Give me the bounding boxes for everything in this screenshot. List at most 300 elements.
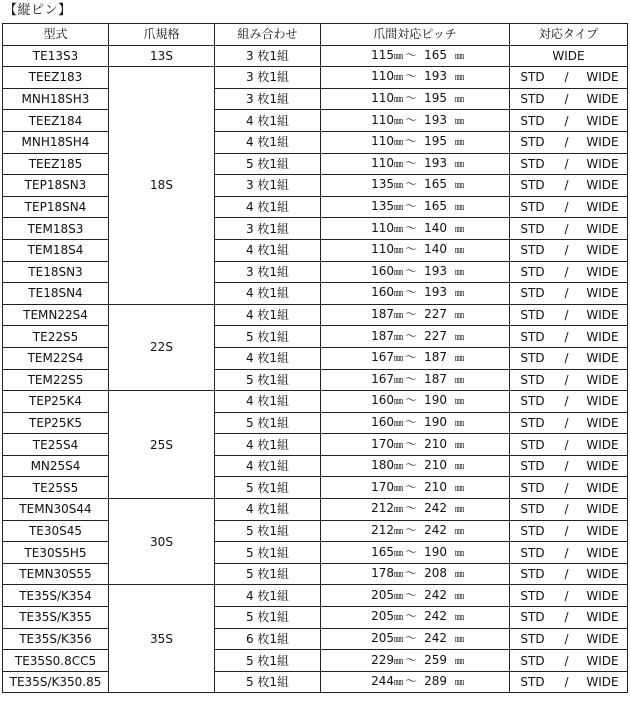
table-row: [3, 628, 628, 650]
pitch-max-unit: ㎜: [455, 354, 465, 365]
type-cell: [510, 477, 628, 499]
pitch-min-unit: ㎜: [393, 224, 403, 235]
table-row: [3, 88, 628, 110]
model-cell: TEP25K4: [3, 391, 109, 413]
table-row: [3, 131, 628, 153]
type-separator: /: [564, 243, 569, 258]
model-cell: MNH18SH3: [3, 88, 109, 110]
type-cell: [510, 175, 628, 197]
pitch-tilde: ～: [404, 479, 417, 494]
pitch-max: 193: [424, 69, 447, 84]
pitch-max-unit: ㎜: [455, 224, 465, 235]
type-wide: WIDE: [586, 437, 619, 452]
table-row: [3, 283, 628, 305]
type-std: STD: [520, 437, 545, 452]
pitch-max-unit: ㎜: [455, 483, 465, 494]
pitch-min-unit: ㎜: [393, 73, 403, 84]
pitch-min: 110: [371, 155, 394, 170]
model-cell: TEP25K5: [3, 412, 109, 434]
pitch-min: 212: [371, 522, 394, 537]
pitch-min-unit: ㎜: [393, 332, 403, 343]
pitch-max-unit: ㎜: [455, 570, 465, 581]
type-wide: WIDE: [586, 610, 619, 625]
pitch-max: 193: [424, 285, 447, 300]
type-std: STD: [520, 351, 545, 366]
combo-cell: 4 枚1組: [215, 499, 321, 521]
type-std: STD: [520, 610, 545, 625]
pitch-cell: [321, 391, 510, 413]
type-wide: WIDE: [586, 588, 619, 603]
pitch-max-unit: ㎜: [455, 591, 465, 602]
type-cell: [510, 520, 628, 542]
pitch-min-unit: ㎜: [393, 526, 403, 537]
pitch-tilde: ～: [404, 371, 417, 386]
type-separator: /: [564, 394, 569, 409]
pitch-tilde: ～: [404, 328, 417, 343]
type-cell: [510, 434, 628, 456]
table-row: [3, 455, 628, 477]
pitch-min-unit: ㎜: [393, 462, 403, 473]
type-separator: /: [564, 523, 569, 538]
combo-cell: 4 枚1組: [215, 283, 321, 305]
header-size: 爪規格: [109, 24, 215, 46]
pitch-min-unit: ㎜: [393, 505, 403, 516]
table-row: [3, 369, 628, 391]
type-separator: /: [564, 156, 569, 171]
pitch-max-unit: ㎜: [455, 418, 465, 429]
type-separator: /: [564, 329, 569, 344]
type-std: STD: [520, 113, 545, 128]
pitch-tilde: ～: [404, 155, 417, 170]
type-cell: [510, 283, 628, 305]
table-row: [3, 607, 628, 629]
pitch-cell: [321, 369, 510, 391]
table-row: [3, 434, 628, 456]
pitch-min: 110: [371, 69, 394, 84]
table-row: [3, 650, 628, 672]
model-cell: TE25S5: [3, 477, 109, 499]
type-separator: /: [564, 221, 569, 236]
model-cell: TEEZ185: [3, 153, 109, 175]
pitch-max: 190: [424, 544, 447, 559]
model-cell: MNH18SH4: [3, 131, 109, 153]
pitch-max: 140: [424, 220, 447, 235]
pitch-max-unit: ㎜: [455, 613, 465, 624]
pitch-min: 110: [371, 91, 394, 106]
model-cell: TEMN30S55: [3, 563, 109, 585]
type-separator: /: [564, 415, 569, 430]
pitch-cell: [321, 45, 510, 67]
table-row: [3, 196, 628, 218]
pitch-min: 110: [371, 134, 394, 149]
pitch-min: 135: [371, 199, 394, 214]
model-cell: TEP18SN4: [3, 196, 109, 218]
model-cell: MN25S4: [3, 455, 109, 477]
type-wide: WIDE: [586, 221, 619, 236]
combo-cell: 3 枚1組: [215, 175, 321, 197]
type-std: STD: [520, 631, 545, 646]
type-cell: [510, 563, 628, 585]
pitch-max-unit: ㎜: [455, 246, 465, 257]
combo-cell: 3 枚1組: [215, 261, 321, 283]
type-std: STD: [520, 264, 545, 279]
pitch-cell: [321, 347, 510, 369]
header-model: 型式: [3, 24, 109, 46]
pitch-tilde: ～: [404, 652, 417, 667]
pitch-max: 165: [424, 177, 447, 192]
table-row: [3, 520, 628, 542]
model-cell: TE22S5: [3, 326, 109, 348]
type-std: STD: [520, 523, 545, 538]
combo-cell: 3 枚1組: [215, 67, 321, 89]
spec-table: [2, 23, 628, 693]
type-wide: WIDE: [586, 329, 619, 344]
pitch-min: 160: [371, 263, 394, 278]
pitch-max-unit: ㎜: [455, 267, 465, 278]
pitch-max: 187: [424, 371, 447, 386]
table-row: [3, 45, 628, 67]
combo-cell: 4 枚1組: [215, 196, 321, 218]
pitch-tilde: ～: [404, 609, 417, 624]
pitch-tilde: ～: [404, 630, 417, 645]
type-cell: [510, 131, 628, 153]
pitch-cell: [321, 434, 510, 456]
pitch-min-unit: ㎜: [393, 246, 403, 257]
type-cell: [510, 412, 628, 434]
pitch-min-unit: ㎜: [393, 267, 403, 278]
pitch-max: 140: [424, 242, 447, 257]
model-cell: TE30S5H5: [3, 542, 109, 564]
type-separator: /: [564, 502, 569, 517]
type-cell: [510, 218, 628, 240]
type-wide: WIDE: [586, 92, 619, 107]
model-cell: TE35S/K350.85: [3, 671, 109, 693]
pitch-max-unit: ㎜: [455, 138, 465, 149]
pitch-cell: [321, 585, 510, 607]
pitch-min-unit: ㎜: [393, 548, 403, 559]
type-std: STD: [520, 567, 545, 582]
type-separator: /: [564, 113, 569, 128]
pitch-max: 208: [424, 566, 447, 581]
table-row: [3, 175, 628, 197]
pitch-cell: [321, 261, 510, 283]
type-std: STD: [520, 415, 545, 430]
type-std: STD: [520, 480, 545, 495]
model-cell: TEP18SN3: [3, 175, 109, 197]
pitch-cell: [321, 499, 510, 521]
pitch-min-unit: ㎜: [393, 591, 403, 602]
pitch-cell: [321, 650, 510, 672]
combo-cell: 5 枚1組: [215, 563, 321, 585]
pitch-tilde: ～: [404, 414, 417, 429]
combo-cell: 4 枚1組: [215, 391, 321, 413]
type-std: STD: [520, 92, 545, 107]
type-wide: WIDE: [586, 502, 619, 517]
pitch-min: 110: [371, 112, 394, 127]
pitch-min-unit: ㎜: [393, 181, 403, 192]
type-separator: /: [564, 545, 569, 560]
pitch-max-unit: ㎜: [455, 159, 465, 170]
type-std: STD: [520, 588, 545, 603]
table-row: [3, 326, 628, 348]
table-row: [3, 499, 628, 521]
type-separator: /: [564, 588, 569, 603]
model-cell: TE18SN3: [3, 261, 109, 283]
pitch-min: 187: [371, 307, 394, 322]
model-cell: TE35S0.8CC5: [3, 650, 109, 672]
type-std: STD: [520, 372, 545, 387]
pitch-min: 229: [371, 652, 394, 667]
header-row: [3, 24, 628, 46]
type-cell: [510, 110, 628, 132]
pitch-max-unit: ㎜: [455, 397, 465, 408]
pitch-tilde: ～: [404, 522, 417, 537]
type-cell: [510, 499, 628, 521]
pitch-tilde: ～: [404, 199, 417, 214]
type-std: STD: [520, 243, 545, 258]
pitch-max: 242: [424, 630, 447, 645]
type-wide: WIDE: [586, 351, 619, 366]
pitch-tilde: ～: [404, 47, 417, 62]
type-cell: [510, 607, 628, 629]
type-cell: [510, 67, 628, 89]
pitch-min: 167: [371, 371, 394, 386]
pitch-min-unit: ㎜: [393, 138, 403, 149]
combo-cell: 4 枚1組: [215, 585, 321, 607]
pitch-cell: [321, 67, 510, 89]
pitch-cell: [321, 196, 510, 218]
table-row: [3, 67, 628, 89]
type-wide: WIDE: [586, 286, 619, 301]
pitch-cell: [321, 412, 510, 434]
combo-cell: 5 枚1組: [215, 520, 321, 542]
pitch-min-unit: ㎜: [393, 354, 403, 365]
pitch-tilde: ～: [404, 458, 417, 473]
type-std: STD: [520, 459, 545, 474]
type-wide: WIDE: [586, 567, 619, 582]
model-cell: TE18SN4: [3, 283, 109, 305]
type-wide: WIDE: [586, 523, 619, 538]
type-std: STD: [520, 653, 545, 668]
pitch-min-unit: ㎜: [393, 483, 403, 494]
combo-cell: 5 枚1組: [215, 326, 321, 348]
type-wide: WIDE: [586, 675, 619, 690]
type-std: STD: [520, 178, 545, 193]
pitch-tilde: ～: [404, 674, 417, 689]
table-row: [3, 239, 628, 261]
combo-cell: 6 枚1組: [215, 628, 321, 650]
type-std: STD: [520, 394, 545, 409]
type-wide: WIDE: [586, 372, 619, 387]
pitch-min-unit: ㎜: [393, 95, 403, 106]
pitch-max-unit: ㎜: [455, 656, 465, 667]
pitch-cell: [321, 218, 510, 240]
combo-cell: 5 枚1組: [215, 369, 321, 391]
pitch-cell: [321, 110, 510, 132]
pitch-min-unit: ㎜: [393, 397, 403, 408]
combo-cell: 4 枚1組: [215, 347, 321, 369]
table-row: [3, 261, 628, 283]
pitch-max: 187: [424, 350, 447, 365]
type-wide: WIDE: [586, 70, 619, 85]
pitch-min: 165: [371, 544, 394, 559]
pitch-tilde: ～: [404, 501, 417, 516]
type-wide: WIDE: [586, 459, 619, 474]
pitch-min: 115: [371, 47, 394, 62]
pitch-max: 210: [424, 458, 447, 473]
size-cell: 25S: [109, 391, 215, 499]
pitch-min-unit: ㎜: [393, 634, 403, 645]
table-row: [3, 542, 628, 564]
model-cell: TEMN30S44: [3, 499, 109, 521]
model-cell: TE30S45: [3, 520, 109, 542]
model-cell: TE35S/K356: [3, 628, 109, 650]
type-std: STD: [520, 286, 545, 301]
type-wide: WIDE: [586, 243, 619, 258]
header-pitch: 爪間対応ピッチ: [321, 24, 510, 46]
type-separator: /: [564, 351, 569, 366]
pitch-min: 170: [371, 479, 394, 494]
pitch-tilde: ～: [404, 544, 417, 559]
type-separator: /: [564, 372, 569, 387]
pitch-max-unit: ㎜: [455, 375, 465, 386]
pitch-tilde: ～: [404, 307, 417, 322]
type-cell: [510, 369, 628, 391]
type-std: STD: [520, 308, 545, 323]
pitch-min-unit: ㎜: [393, 678, 403, 689]
pitch-max-unit: ㎜: [455, 440, 465, 451]
pitch-max: 195: [424, 134, 447, 149]
type-separator: /: [564, 610, 569, 625]
pitch-max: 193: [424, 112, 447, 127]
table-row: [3, 391, 628, 413]
type-wide: WIDE: [586, 415, 619, 430]
pitch-max: 193: [424, 155, 447, 170]
pitch-max: 165: [424, 199, 447, 214]
model-cell: TEM22S4: [3, 347, 109, 369]
combo-cell: 3 枚1組: [215, 45, 321, 67]
pitch-max-unit: ㎜: [455, 289, 465, 300]
pitch-min-unit: ㎜: [393, 159, 403, 170]
type-separator: /: [564, 200, 569, 215]
pitch-tilde: ～: [404, 177, 417, 192]
combo-cell: 5 枚1組: [215, 650, 321, 672]
pitch-max: 195: [424, 91, 447, 106]
pitch-min: 178: [371, 566, 394, 581]
pitch-cell: [321, 628, 510, 650]
type-std: STD: [520, 502, 545, 517]
pitch-min: 135: [371, 177, 394, 192]
type-cell: [510, 45, 628, 67]
table-row: [3, 347, 628, 369]
pitch-min: 110: [371, 220, 394, 235]
pitch-min-unit: ㎜: [393, 311, 403, 322]
type-separator: /: [564, 631, 569, 646]
type-std: STD: [520, 221, 545, 236]
type-cell: [510, 455, 628, 477]
pitch-max-unit: ㎜: [455, 505, 465, 516]
pitch-tilde: ～: [404, 242, 417, 257]
pitch-max: 242: [424, 587, 447, 602]
pitch-max: 227: [424, 328, 447, 343]
pitch-max-unit: ㎜: [455, 51, 465, 62]
pitch-max-unit: ㎜: [455, 526, 465, 537]
model-cell: TE25S4: [3, 434, 109, 456]
pitch-tilde: ～: [404, 134, 417, 149]
pitch-min: 205: [371, 630, 394, 645]
size-cell: 13S: [109, 45, 215, 67]
type-separator: /: [564, 70, 569, 85]
pitch-min: 160: [371, 285, 394, 300]
pitch-cell: [321, 671, 510, 693]
type-separator: /: [564, 264, 569, 279]
pitch-min: 187: [371, 328, 394, 343]
pitch-max-unit: ㎜: [455, 95, 465, 106]
pitch-min: 244: [371, 674, 394, 689]
pitch-min-unit: ㎜: [393, 570, 403, 581]
type-cell: [510, 585, 628, 607]
pitch-max-unit: ㎜: [455, 462, 465, 473]
type-separator: /: [564, 675, 569, 690]
pitch-tilde: ～: [404, 285, 417, 300]
combo-cell: 5 枚1組: [215, 153, 321, 175]
table-caption: 【縦ピン】: [4, 3, 72, 18]
pitch-min: 212: [371, 501, 394, 516]
pitch-max: 259: [424, 652, 447, 667]
type-cell: [510, 671, 628, 693]
model-cell: TEM18S4: [3, 239, 109, 261]
type-separator: /: [564, 653, 569, 668]
pitch-cell: [321, 131, 510, 153]
type-wide: WIDE: [586, 631, 619, 646]
pitch-max: 190: [424, 393, 447, 408]
pitch-tilde: ～: [404, 263, 417, 278]
pitch-tilde: ～: [404, 350, 417, 365]
pitch-tilde: ～: [404, 393, 417, 408]
pitch-cell: [321, 563, 510, 585]
pitch-min: 110: [371, 242, 394, 257]
pitch-min: 167: [371, 350, 394, 365]
type-cell: [510, 347, 628, 369]
model-cell: TE35S/K355: [3, 607, 109, 629]
pitch-cell: [321, 175, 510, 197]
pitch-min-unit: ㎜: [393, 375, 403, 386]
pitch-tilde: ～: [404, 112, 417, 127]
type-wide: WIDE: [552, 48, 585, 63]
combo-cell: 4 枚1組: [215, 455, 321, 477]
type-separator: /: [564, 567, 569, 582]
pitch-max-unit: ㎜: [455, 332, 465, 343]
model-cell: TEM22S5: [3, 369, 109, 391]
type-wide: WIDE: [586, 113, 619, 128]
pitch-min-unit: ㎜: [393, 203, 403, 214]
model-cell: TE13S3: [3, 45, 109, 67]
pitch-cell: [321, 88, 510, 110]
header-combo: 組み合わせ: [215, 24, 321, 46]
table-row: [3, 304, 628, 326]
combo-cell: 5 枚1組: [215, 671, 321, 693]
pitch-max-unit: ㎜: [455, 678, 465, 689]
table-row: [3, 218, 628, 240]
combo-cell: 5 枚1組: [215, 607, 321, 629]
table-row: [3, 477, 628, 499]
pitch-max-unit: ㎜: [455, 311, 465, 322]
pitch-max: 227: [424, 307, 447, 322]
pitch-max: 190: [424, 414, 447, 429]
pitch-max: 210: [424, 479, 447, 494]
pitch-tilde: ～: [404, 91, 417, 106]
pitch-cell: [321, 326, 510, 348]
